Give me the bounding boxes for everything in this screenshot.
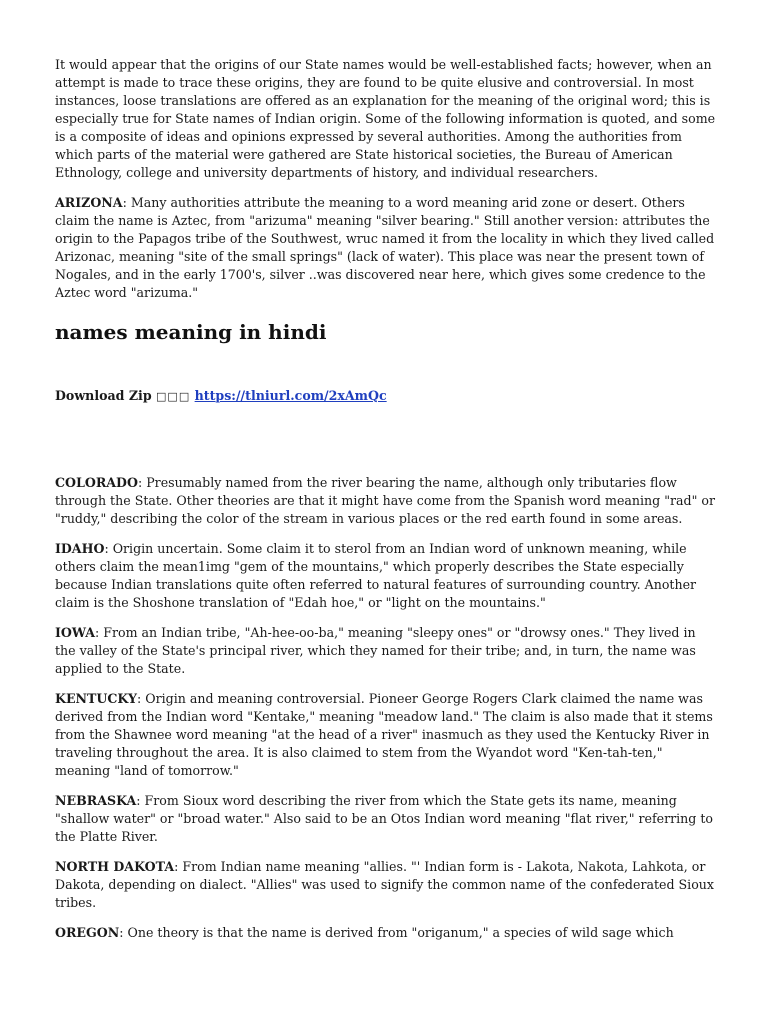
state-name: KENTUCKY xyxy=(55,691,138,706)
document-page xyxy=(55,56,717,954)
state-name: IDAHO xyxy=(55,541,105,556)
download-label: Download Zip xyxy=(55,388,152,403)
download-link[interactable]: https://tlniurl.com/2xAmQc xyxy=(194,388,387,403)
arrow-glyphs-icon: □□□ xyxy=(156,390,191,403)
state-entry-kentucky xyxy=(55,690,717,780)
state-entry-idaho xyxy=(55,540,717,612)
state-description: : From Sioux word describing the river from which the State gets its name, meaning "shallow water" or "broad water." Also said to be an Otos Indian word meaning "flat river," referring to the Platte River. xyxy=(55,793,713,844)
state-entry-iowa xyxy=(55,624,717,678)
state-entry-north-dakota xyxy=(55,858,717,912)
page-title: names meaning in hindi xyxy=(55,320,327,344)
state-name: NEBRASKA xyxy=(55,793,137,808)
state-description: : Many authorities attribute the meaning to a word meaning arid zone or desert. Others claim the name is Aztec, from "arizuma" meaning "silver bearing." Still another version: attributes the origin to the Papagos tribe of the Southwest, wruc named it from the locality in which they lived called Arizonac, meaning "site of the small springs" (lack of water). This place was near the present town of Nogales, and in the early 1700's, silver ..was discovered near here, which gives some credence to the Aztec word "arizuma." xyxy=(55,195,715,300)
download-line xyxy=(55,387,717,406)
state-entry-colorado xyxy=(55,474,717,528)
state-name: OREGON xyxy=(55,925,120,940)
state-description: : Origin uncertain. Some claim it to sterol from an Indian word of unknown meaning, while others claim the mean1img "gem of the mountains," which properly describes the State especially because Indian translations quite often referred to natural features of surrounding country. Another claim is the Shoshone translation of "Edah hoe," or "light on the mountains." xyxy=(55,541,697,610)
state-name: IOWA xyxy=(55,625,95,640)
state-description: : Presumably named from the river bearing the name, although only tributaries flow through the State. Other theories are that it might have come from the Spanish word meaning "rad" or "ruddy," describing the color of the stream in various places or the red earth found in some areas. xyxy=(55,475,715,526)
intro-paragraph: It would appear that the origins of our State names would be well-established facts; however, when an attempt is made to trace these origins, they are found to be quite elusive and controversial. In most instances, loose translations are offered as an explanation for the meaning of the original word; this is especially true for State names of Indian origin. Some of the following information is quoted, and some is a composite of ideas and opinions expressed by several authorities. Among the authorities from which parts of the material were gathered are State historical societies, the Bureau of American Ethnology, college and university departments of history, and individual researchers. xyxy=(55,57,716,180)
state-description: : Origin and meaning controversial. Pioneer George Rogers Clark claimed the name was derived from the Indian word "Kentake," meaning "meadow land." The claim is also made that it stems from the Shawnee word meaning "at the head of a river" inasmuch as they used the Kentucky River in traveling throughout the area. It is also claimed to stem from the Wyandot word "Ken-tah-ten," meaning "land of tomorrow." xyxy=(55,691,713,778)
state-name: COLORADO xyxy=(55,475,138,490)
state-name: NORTH DAKOTA xyxy=(55,859,175,874)
state-description: : One theory is that the name is derived from "origanum," a species of wild sage which xyxy=(119,925,674,940)
state-entry-arizona xyxy=(55,194,717,302)
state-entry-nebraska xyxy=(55,792,717,846)
state-name: ARIZONA xyxy=(55,195,123,210)
state-description: : From an Indian tribe, "Ah-hee-oo-ba," meaning "sleepy ones" or "drowsy ones." They lived in the valley of the State's principal river, which they named for their tribe; and, in turn, the name was applied to the State. xyxy=(55,625,696,676)
state-description: : From Indian name meaning "allies. "' Indian form is - Lakota, Nakota, Lahkota, or Dakota, depending on dialect. "Allies" was used to signify the common name of the confederated Sioux tribes. xyxy=(55,859,715,910)
state-entry-oregon xyxy=(55,924,717,942)
